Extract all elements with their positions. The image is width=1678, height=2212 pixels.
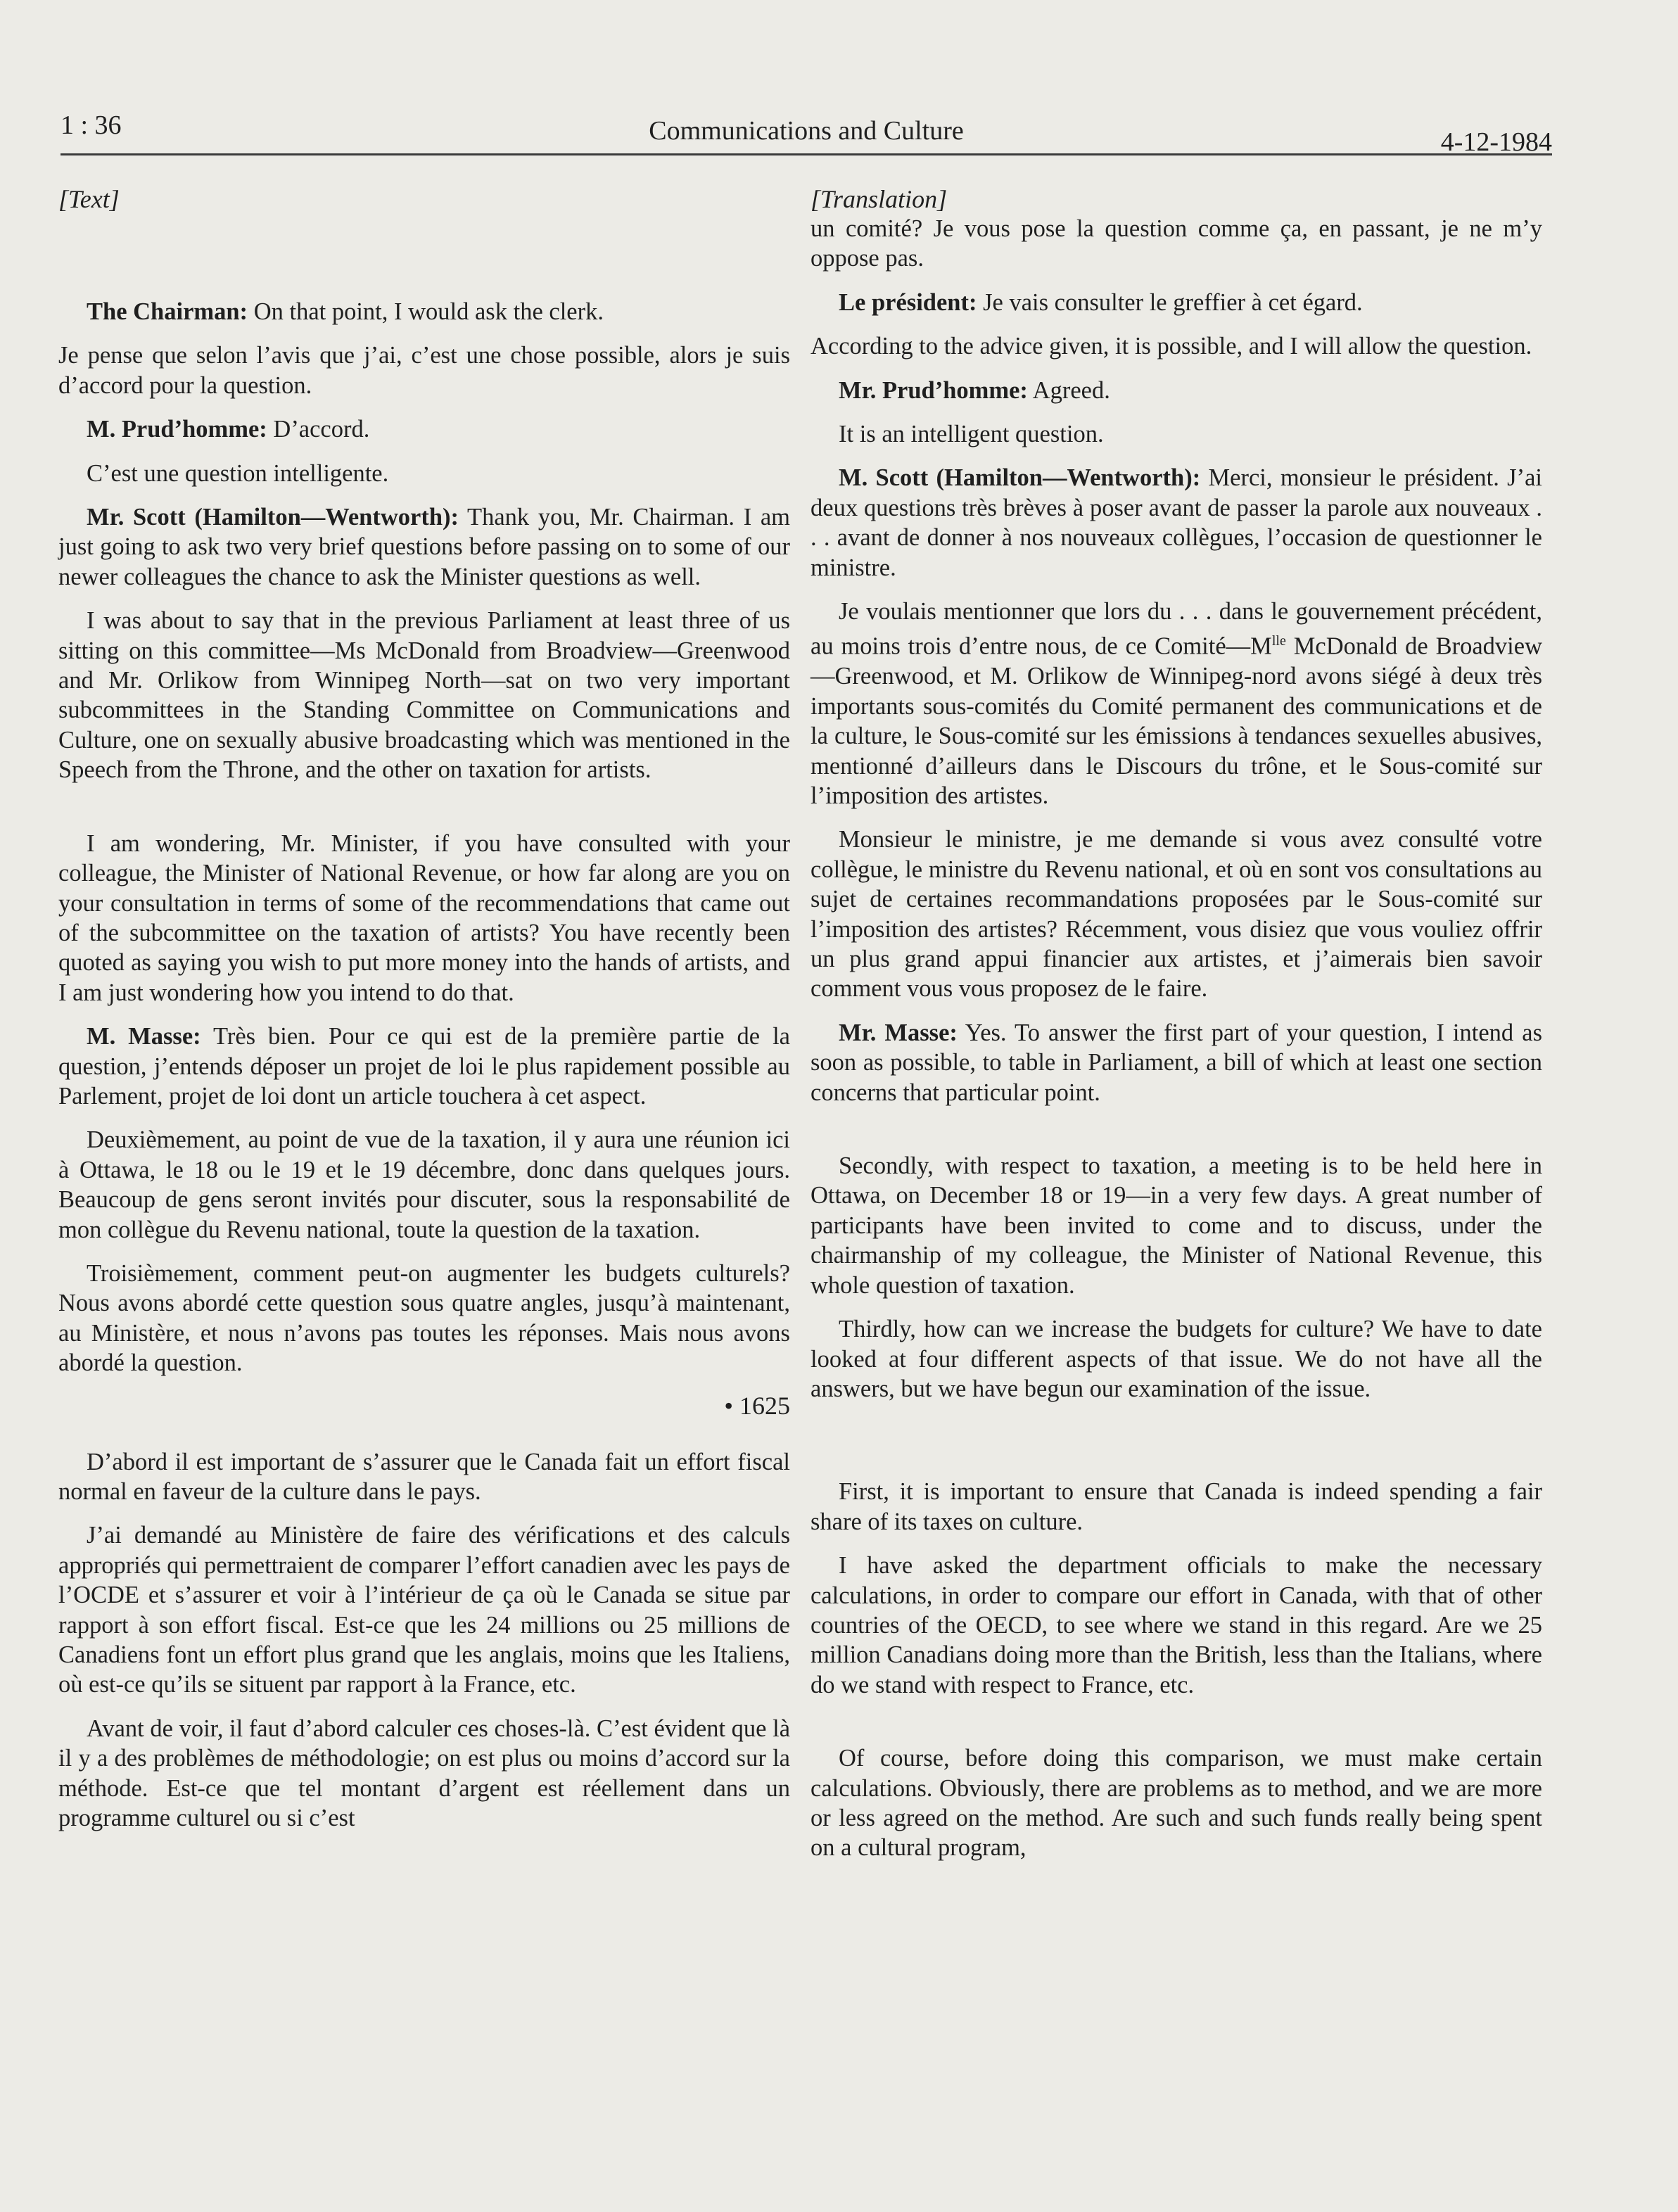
paragraph: Je voulais mentionner que lors du . . . dans le gouvernement précédent, au moins trois d’entre nous, de ce $Comité—M^{lle}$ McDonald de Broadview—Greenwood, et M. Orlikow de Winnipeg-nord avons siégé à deux très importants sous-comités du Comité permanent des communications et de la culture, le Sous-comité sur les émissions à tendances sexuelles abusives, mentionné d’ailleurs dans le Discours du trône, et le Sous-comité sur l’imposition des artistes. [811,598,1542,809]
paragraph: Thirdly, how can we increase the budgets for culture? We have to date looked at four different aspects of that issue. We do not have all the answers, but we have begun our examination of the issue. [811,1316,1542,1402]
page-date: 4-12-1984 [1440,127,1552,157]
speaker-name: M. Prud’homme: [87,416,267,443]
paragraph: Of course, before doing this comparison, we must make certain calculations. Obviously, there are problems as to method, and we are more or less agreed on the method. Are such and such funds really being spent on a cultural program, [811,1745,1542,1862]
paragraph-chairman: The Chairman: On that point, I would ask the clerk. [87,298,604,325]
page-number: 1 : 36 [61,110,122,140]
paragraph-prudhomme: M. Prud’homme: D’accord. [87,416,370,443]
speaker-name: Mr. Scott (Hamilton—Wentworth): [87,504,459,531]
paragraph: I was about to say that in the previous Parliament at least three of us sitting on this committee—Ms McDonald from Broadview—Greenwood and Mr. Orlikow from Winnipeg North—sat on two very important subcommittees in the Standing Committee on Communications and Culture, one on sexually abusive broadcasting which was mentioned in the Speech from the Throne, and the other on taxation for artists. [58,607,790,784]
paragraph: Je pense que selon l’avis que j’ai, c’est une chose possible, alors je suis d’accord pour la question. [58,342,790,399]
paragraph: Monsieur le ministre, je me demande si vous avez consulté votre collègue, le ministre du Revenu national, et où en sont vos consultations au sujet de certaines recommandations proposées par le Sous-comité sur l’imposition des artistes? Récemment, vous disiez que vous vouliez offrir un plus grand appui financier aux artistes, et j’aimerais bien savoir comment vous vous proposez de le faire. [811,826,1542,1003]
paragraph: D’abord il est important de s’assurer que le Canada fait un effort fiscal normal en faveur de la culture dans le pays. [58,1448,790,1505]
speaker-name: Mr. Masse: [839,1019,958,1046]
paragraph-masse: Mr. Masse: Yes. To answer the first part of your question, I intend as soon as possible, to table in Parliament, a bill of which at least one section concerns that particular point. [811,1019,1542,1106]
paragraph: Deuxièmement, au point de vue de la taxation, il y aura une réunion ici à Ottawa, le 18 ou le 19 et le 19 décembre, donc dans quelques jours. Beaucoup de gens seront invités pour discuter, sous la responsabilité de mon collègue du Revenu national, toute la question de la taxation. [58,1126,790,1243]
time-marker: • 1625 [724,1391,790,1420]
paragraph: Troisièmement, comment peut-on augmenter les budgets culturels? Nous avons abordé cette question sous quatre angles, jusqu’à maintenant, au Ministère, et nous n’avons pas toutes les réponses. Mais nous avons abordé la question. [58,1259,790,1377]
column-label-translation: [Translation] [811,185,948,213]
paragraph: According to the advice given, it is possible, and I will allow the question. [811,333,1532,360]
page-header [61,110,1552,155]
paragraph-scott: Mr. Scott (Hamilton—Wentworth): Thank you, Mr. Chairman. I am just going to ask two very brief questions before passing on to some of our newer colleagues the chance to ask the Minister questions as well. [58,504,790,590]
speaker-name: M. Scott (Hamilton—Wentworth): [839,464,1201,492]
speaker-name: Mr. Prud’homme: [839,376,1028,404]
column-label-text: [Text] [58,185,120,213]
left-column [58,184,790,1833]
paragraph: C’est une question intelligente. [87,459,389,487]
bullet-icon: • [724,1391,733,1420]
paragraph: I have asked the department officials to make the necessary calculations, in order to compare our effort in Canada, with that of other countries of the OECD, to see where we stand in this regard. Are we 25 million Canadians doing more than the British, less than the Italians, where do we stand with respect to France, etc. [811,1552,1542,1698]
paragraph: un comité? Je vous pose la question comme ça, en passant, je ne m’y oppose pas. [811,215,1542,272]
paragraph: Avant de voir, il faut d’abord calculer ces choses-là. C’est évident que là il y a des problèmes de méthodologie; on est plus ou moins d’accord sur la méthode. Est-ce que tel montant d’argent est réellement dans un programme culturel ou si c’est [58,1715,791,1832]
paragraph: J’ai demandé au Ministère de faire des vérifications et des calculs appropriés qui permettraient de comparer l’effort canadien avec les pays de l’OCDE et s’assurer et voir à l’intérieur de ça où le Canada se situe par rapport à son effort fiscal. Est-ce que les 24 millions ou 25 millions de Canadiens font un effort plus grand que les anglais, moins que les Italiens, où est-ce qu’ils se situent par rapport à la France, etc. [58,1522,790,1698]
paragraph: It is an intelligent question. [839,421,1104,448]
right-column [811,184,1542,1863]
speaker-name: The Chairman: [87,298,248,325]
speaker-name: Le président: [839,288,977,316]
paragraph-president: Le président: Je vais consulter le greffier à cet égard. [839,288,1363,316]
paragraph-scott: M. Scott (Hamilton—Wentworth): Merci, monsieur le président. J’ai deux questions très brèves à poser avant de passer la parole aux nouveaux . . . avant de donner à nos nouveaux collègues, l’occasion de questionner le ministre. [811,464,1542,581]
speaker-name: M. Masse: [87,1023,201,1050]
paragraph: I am wondering, Mr. Minister, if you have consulted with your colleague, the Minister of National Revenue, or how far along are you on your consultation in terms of some of the recommendations that came out of the subcommittee on the taxation of artists? You have recently been quoted as saying you wish to put more money into the hands of artists, and I am just wondering how you intend to do that. [58,830,790,1006]
paragraph: Secondly, with respect to taxation, a meeting is to be held here in Ottawa, on December 18 or 19—in a very few days. A great number of participants have been invited to come and to discuss, under the chairmanship of my colleague, the Minister of National Revenue, this whole question of taxation. [811,1152,1542,1299]
page-title: Communications and Culture [649,116,964,146]
paragraph-prudhomme: Mr. Prud’homme: Agreed. [839,376,1110,404]
paragraph-masse: M. Masse: Très bien. Pour ce qui est de la première partie de la question, j’entends déposer un projet de loi le plus rapidement possible au Parlement, projet de loi dont un article touchera à cet aspect. [58,1023,790,1110]
paragraph: First, it is important to ensure that Canada is indeed spending a fair share of its taxes on culture. [811,1478,1542,1535]
